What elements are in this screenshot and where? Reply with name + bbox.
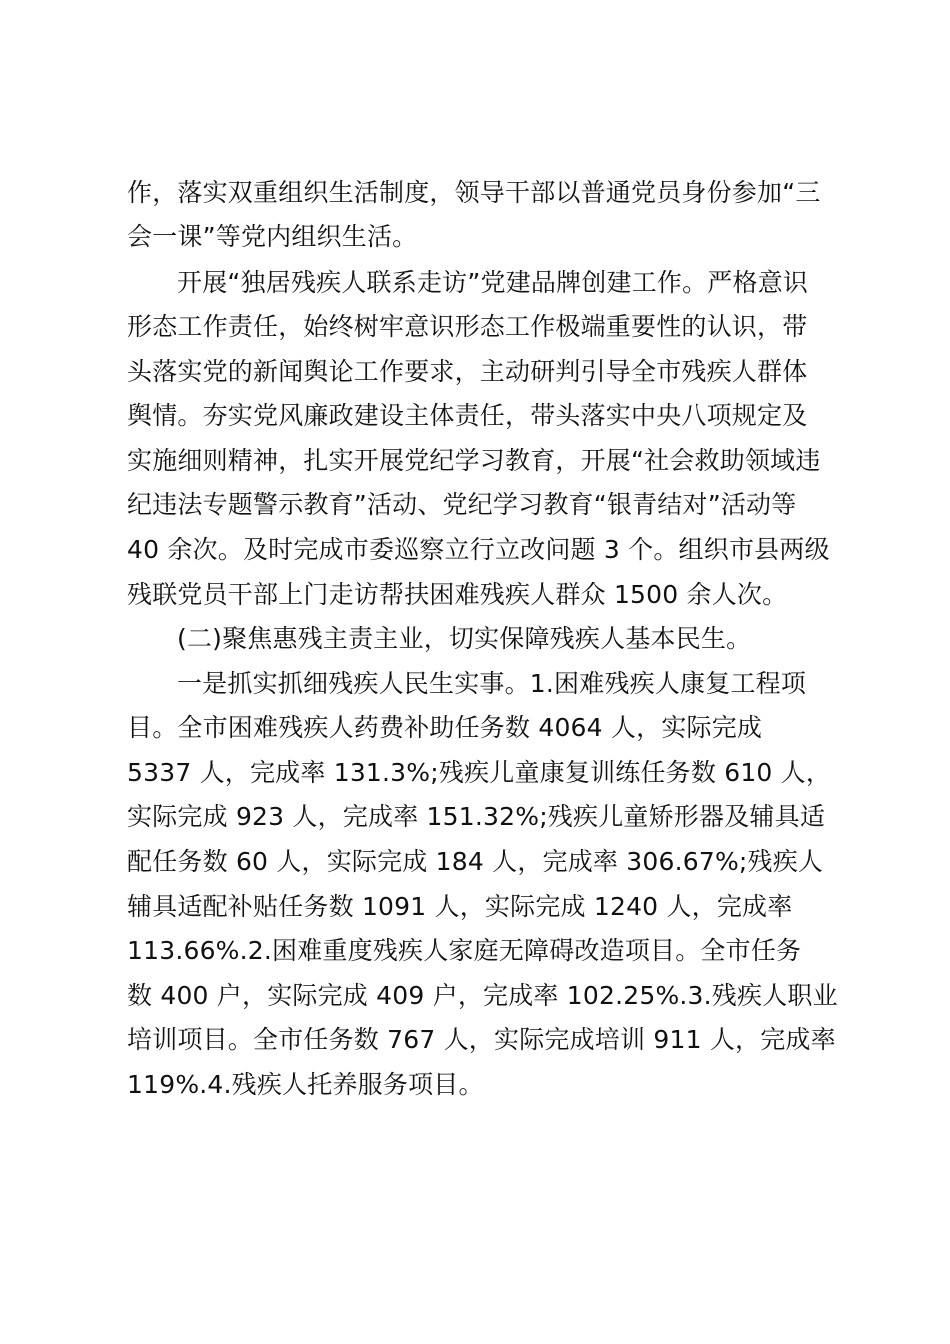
text-line-21: 119%.4.残疾人托养服务项目。 [127,1070,484,1099]
text-line-20: 培训项目。全市任务数 767 人，实际完成培训 911 人，完成率 [127,1025,836,1054]
text-line-5: 头落实党的新闻舆论工作要求，主动研判引导全市残疾人群体 [127,357,808,386]
text-line-2: 会一课”等党内组织生活。 [127,222,418,251]
section-heading: (二)聚焦惠残主责主业，切实保障残疾人基本民生。 [177,624,752,653]
text-line-14: 5337 人，完成率 131.3%;残疾儿童康复训练任务数 610 人， [127,758,832,787]
text-line-9: 40 余次。及时完成市委巡察立行立改问题 3 个。组织市县两级 [127,535,830,564]
text-line-18: 113.66%.2.困难重度残疾人家庭无障碍改造项目。全市任务 [127,936,802,965]
text-line-1: 作，落实双重组织生活制度，领导干部以普通党员身份参加“三 [127,178,821,207]
text-line-4: 形态工作责任，始终树牢意识形态工作极端重要性的认识，带 [127,312,808,341]
text-line-17: 辅具适配补贴任务数 1091 人，实际完成 1240 人，完成率 [127,892,793,921]
paragraph-first-line: 一是抓实抓细残疾人民生实事。1.困难残疾人康复工程项 [177,669,807,698]
text-line-16: 配任务数 60 人，实际完成 184 人，完成率 306.67%;残疾人 [127,847,824,876]
text-line-13: 目。全市困难残疾人药费补助任务数 4064 人，实际完成 [127,713,763,742]
text-line-7: 实施细则精神，扎实开展党纪学习教育，开展“社会救助领域违 [127,446,821,475]
text-line-15: 实际完成 923 人，完成率 151.32%;残疾儿童矫形器及辅具适 [127,802,826,831]
text-line-6: 舆情。夯实党风廉政建设主体责任，带头落实中央八项规定及 [127,401,808,430]
text-line-19: 数 400 户，实际完成 409 户，完成率 102.25%.3.残疾人职业 [127,981,838,1010]
paragraph-first-line: 开展“独居残疾人联系走访”党建品牌创建工作。严格意识 [177,268,809,297]
text-line-8: 纪违法专题警示教育”活动、党纪学习教育“银青结对”活动等 [127,490,797,519]
text-line-10: 残联党员干部上门走访帮扶困难残疾人群众 1500 余人次。 [127,580,788,609]
